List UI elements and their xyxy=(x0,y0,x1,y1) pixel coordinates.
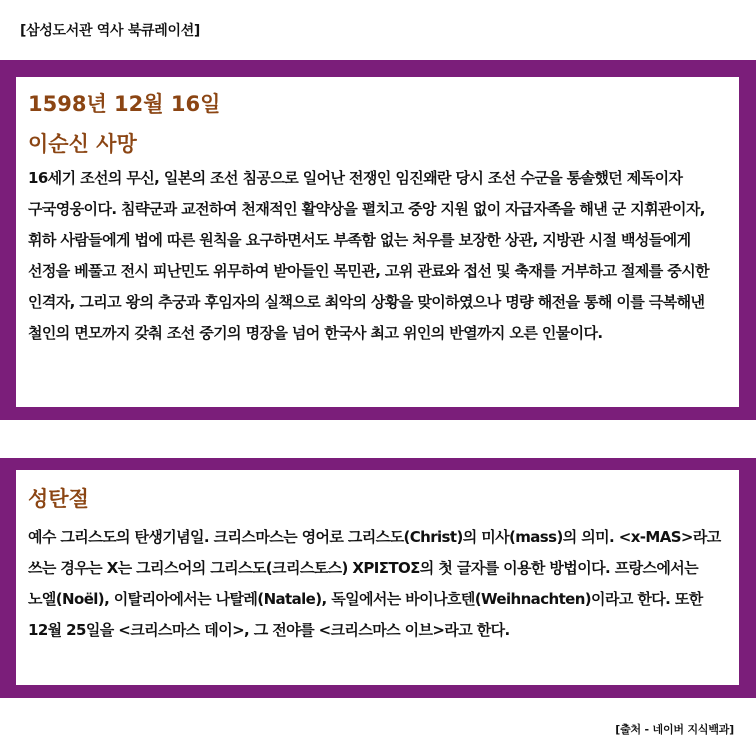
entry-title: 이순신 사망 xyxy=(28,132,137,156)
entry-title: 성탄절 xyxy=(28,487,89,511)
page-header: [삼성도서관 역사 북큐레이션] xyxy=(20,23,201,39)
entry-card-christmas xyxy=(14,468,741,687)
entry-body: 예수 그리스도의 탄생기념일. 크리스마스는 영어로 그리스도(Christ)의 미사(mass)의 의미. <x-MAS>라고 쓰는 경우는 X는 그리스어의 그리스도(크리스토스) XPIΣTOΣ의 첫 글자를 이용한 방법이다. 프랑스에서는 노엘(Noël), 이탈리아에서는 나탈레(Natale), 독일에서는 바이나흐텐(Weihnachten)이라고 한다. 또한 12월 25일을 <크리스마스 데이>, 그 전야를 <크리스마스 이브>라고 한다. xyxy=(28,528,721,639)
source-credit: [출처 - 네이버 지식백과] xyxy=(615,723,734,736)
entry-date: 1598년 12월 16일 xyxy=(28,92,221,116)
entry-card-yi-sun-sin xyxy=(14,75,741,409)
entry-body: 16세기 조선의 무신, 일본의 조선 침공으로 일어난 전쟁인 임진왜란 당시 조선 수군을 통솔했던 제독이자 구국영웅이다. 침략군과 교전하여 천재적인 활약상을 펼치고 중앙 지원 없이 자급자족을 해낸 군 지휘관이자, 휘하 사람들에게 법에 따른 원칙을 요구하면서도 부족함 없는 처우를 보장한 상관, 지방관 시절 백성들에게 선정을 베풀고 전시 피난민도 위무하여 받아들인 목민관, 고위 관료와 접선 및 축재를 거부하고 절제를 중시한 인격자, 그리고 왕의 추궁과 후임자의 실책으로 최악의 상황을 맞이하였으나 명량 해전을 통해 이를 극복해낸 철인의 면모까지 갖춰 조선 중기의 명장을 넘어 한국사 최고 위인의 반열까지 오른 인물이다. xyxy=(28,169,709,342)
